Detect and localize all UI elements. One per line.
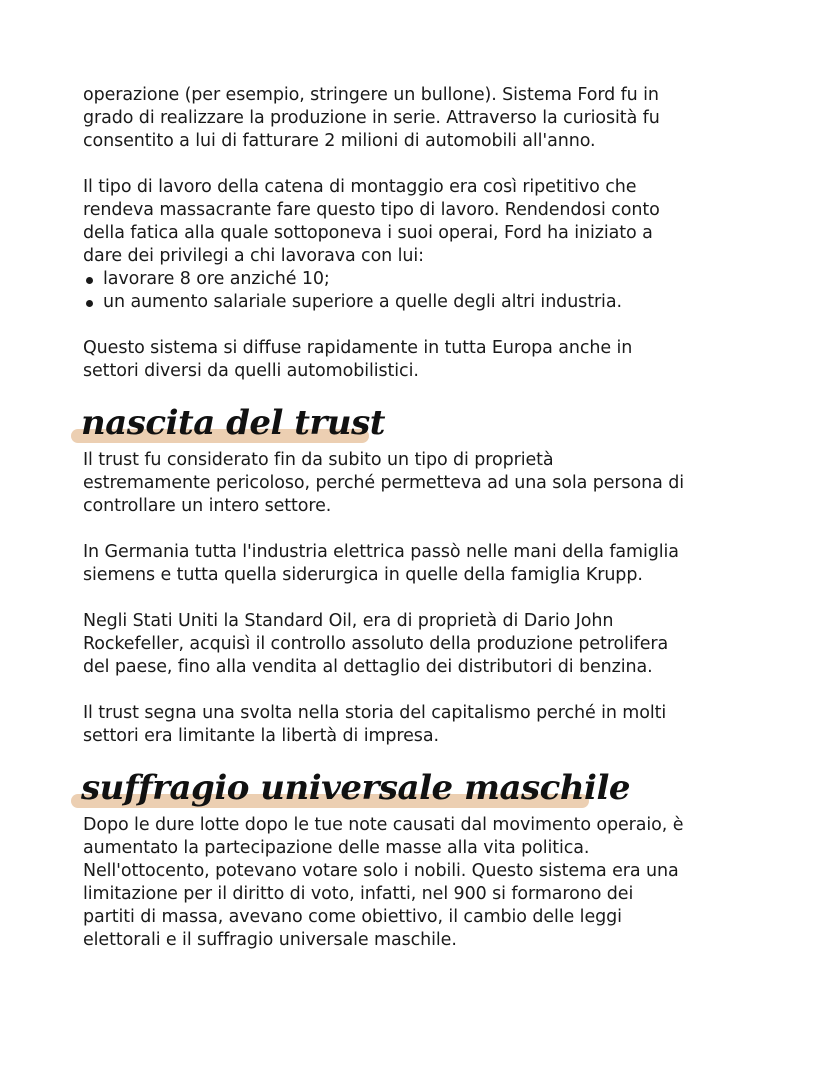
text-line: Questo sistema si diffuse rapidamente in tutta Europa anche in	[83, 338, 633, 358]
text-line: operazione (per esempio, stringere un bullone). Sistema Ford fu in	[83, 85, 659, 105]
text-line: limitazione per il diritto di voto, infatti, nel 900 si formarono dei	[83, 884, 634, 904]
text-line: Negli Stati Uniti la Standard Oil, era di proprietà di Dario John	[83, 611, 614, 631]
text-line: Dopo le dure lotte dopo le tue note causati dal movimento operaio, è	[83, 815, 684, 835]
text-line: Nell'ottocento, potevano votare solo i nobili. Questo sistema era una	[83, 861, 679, 881]
trust-paragraph-2	[83, 541, 763, 587]
heading-suffragio	[71, 762, 763, 814]
text-line: In Germania tutta l'industria elettrica passò nelle mani della famiglia	[83, 542, 679, 562]
section-title: suffragio universale maschile	[81, 768, 631, 808]
text-line: settori diversi da quelli automobilistici.	[83, 361, 419, 381]
text-line: consentito a lui di fatturare 2 milioni di automobili all'anno.	[83, 131, 596, 151]
trust-paragraph-4	[83, 702, 763, 748]
text-line: partiti di massa, avevano come obiettivo, il cambio delle leggi	[83, 907, 622, 927]
text-line: rendeva massacrante fare questo tipo di lavoro. Rendendosi conto	[83, 200, 660, 220]
text-line: della fatica alla quale sottoponeva i suoi operai, Ford ha iniziato a	[83, 223, 653, 243]
text-line: Il trust fu considerato fin da subito un tipo di proprietà	[83, 450, 554, 470]
text-line: estremamente pericoloso, perché permetteva ad una sola persona di	[83, 473, 684, 493]
list-item: un aumento salariale superiore a quelle degli altri industria.	[83, 291, 763, 314]
heading-trust	[71, 397, 763, 449]
text-line: controllare un intero settore.	[83, 496, 332, 516]
text-line: settori era limitante la libertà di impresa.	[83, 726, 439, 746]
text-line: Il tipo di lavoro della catena di montaggio era così ripetitivo che	[83, 177, 637, 197]
text-line: Rockefeller, acquisì il controllo assoluto della produzione petrolifera	[83, 634, 669, 654]
suffragio-paragraph-1	[83, 814, 763, 952]
trust-paragraph-1	[83, 449, 763, 518]
privileges-list	[83, 268, 763, 314]
text-line: del paese, fino alla vendita al dettaglio dei distributori di benzina.	[83, 657, 653, 677]
text-line: grado di realizzare la produzione in serie. Attraverso la curiosità fu	[83, 108, 660, 128]
intro-paragraph-2	[83, 176, 763, 268]
document-page	[83, 84, 763, 952]
intro-paragraph-3	[83, 337, 763, 383]
trust-paragraph-3	[83, 610, 763, 679]
text-line: elettorali e il suffragio universale maschile.	[83, 930, 457, 950]
text-line: dare dei privilegi a chi lavorava con lui:	[83, 246, 424, 266]
text-line: Il trust segna una svolta nella storia del capitalismo perché in molti	[83, 703, 667, 723]
list-item: lavorare 8 ore anziché 10;	[83, 268, 763, 291]
text-line: siemens e tutta quella siderurgica in quelle della famiglia Krupp.	[83, 565, 643, 585]
text-line: aumentato la partecipazione delle masse alla vita politica.	[83, 838, 590, 858]
intro-paragraph-1	[83, 84, 763, 153]
section-title: nascita del trust	[81, 403, 385, 443]
